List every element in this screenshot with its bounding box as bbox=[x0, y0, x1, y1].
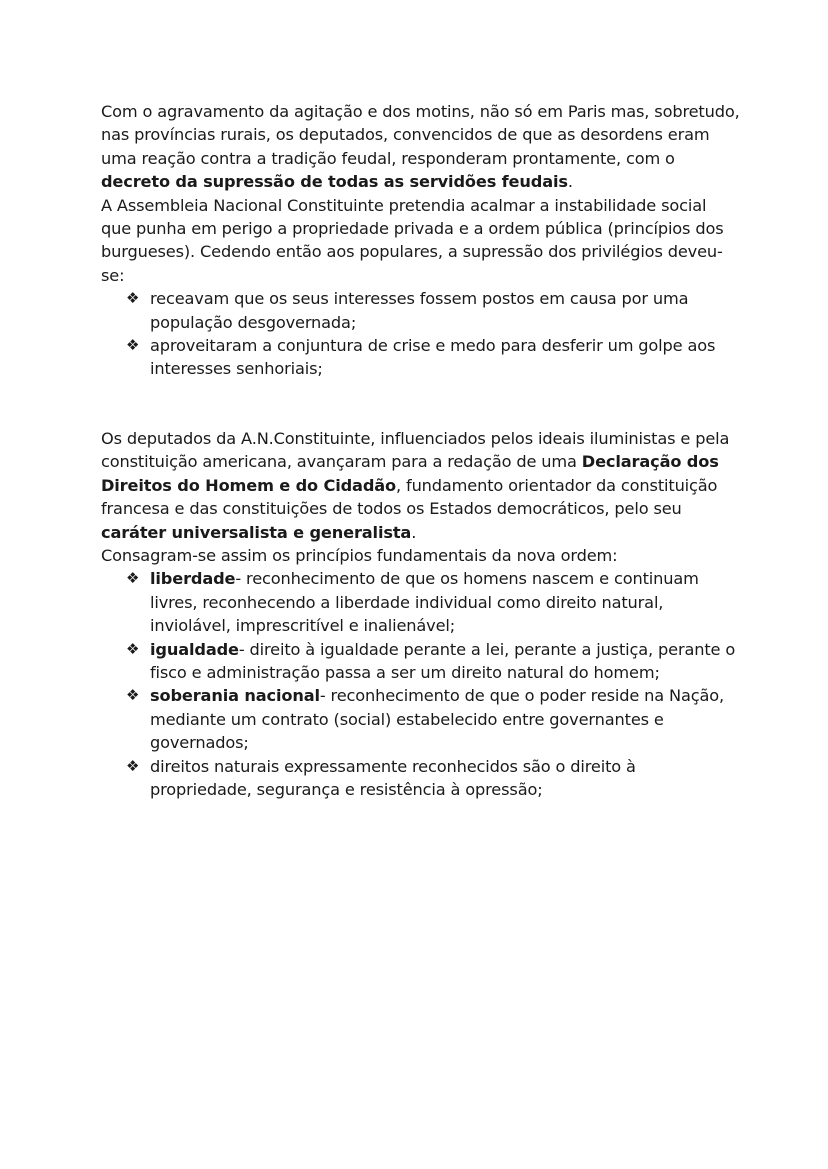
diamond-bullet-icon: ❖ bbox=[126, 639, 140, 658]
list-item-term: soberania nacional bbox=[150, 686, 320, 706]
list-item bbox=[126, 334, 741, 381]
bold-phrase-decree: decreto da supressão de todas as servidões feudais bbox=[101, 172, 568, 192]
diamond-bullet-icon: ❖ bbox=[126, 686, 140, 705]
list-item-text: direitos naturais expressamente reconhecidos são o direito à propriedade, segurança e resistência à opressão; bbox=[150, 756, 636, 799]
list-item-term: liberdade bbox=[150, 569, 236, 589]
list-item-text: - reconhecimento de que os homens nascem e continuam livres, reconhecendo a liberdade individual como direito natural, inviolável, imprescritível e inalienável; bbox=[150, 569, 699, 636]
paragraph-text: Os deputados da A.N.Constituinte, influenciados pelos ideais iluministas e pela constituição americana, avançaram para a redação de uma bbox=[101, 428, 730, 472]
list-item-igualdade bbox=[126, 638, 741, 685]
paragraph-assembly: A Assembleia Nacional Constituinte pretendia acalmar a instabilidade social que punha em perigo a propriedade privada e a ordem pública (princípios dos burgueses). Cedendo então aos populares, a supressão dos privilégios deveu-se: bbox=[101, 195, 724, 285]
paragraph-text: Com o agravamento da agitação e dos motins, não só em Paris mas, sobretudo, nas províncias rurais, os deputados, convencidos de que as desordens eram uma reação contra a tradição feudal, responderam prontamente, com o bbox=[101, 102, 740, 168]
list-item bbox=[126, 287, 741, 334]
section-spacer bbox=[101, 381, 741, 427]
paragraph-feudal-decree bbox=[101, 100, 741, 194]
paragraph-declaration bbox=[101, 427, 741, 544]
diamond-bullet-icon: ❖ bbox=[126, 289, 140, 308]
diamond-bullet-icon: ❖ bbox=[126, 569, 140, 588]
diamond-bullet-icon: ❖ bbox=[126, 756, 140, 775]
list-item-text: aproveitaram a conjuntura de crise e medo para desferir um golpe aos interesses senhoriais; bbox=[150, 336, 716, 379]
list-item-text: - reconhecimento de que o poder reside na Nação, mediante um contrato (social) estabelecido entre governantes e governados; bbox=[150, 686, 725, 753]
document-page bbox=[101, 100, 741, 801]
privileges-bullet-list bbox=[101, 287, 741, 381]
diamond-bullet-icon: ❖ bbox=[126, 336, 140, 355]
paragraph-text: , fundamento orientador da constituição francesa e das constituições de todos os Estados democráticos, pelo seu bbox=[101, 475, 718, 519]
list-item-direitos-naturais bbox=[126, 755, 741, 802]
paragraph-principles-intro: Consagram-se assim os princípios fundamentais da nova ordem: bbox=[101, 545, 618, 565]
paragraph-text: . bbox=[567, 172, 573, 192]
paragraph-text: . bbox=[411, 522, 417, 542]
list-item-term: igualdade bbox=[150, 639, 239, 659]
list-item-text: receavam que os seus interesses fossem postos em causa por uma população desgovernada; bbox=[150, 289, 689, 332]
list-item-liberdade bbox=[126, 567, 741, 637]
principles-bullet-list bbox=[101, 567, 741, 801]
list-item-text: - direito à igualdade perante a lei, perante a justiça, perante o fisco e administração passa a ser um direito natural do homem; bbox=[150, 639, 736, 682]
bold-phrase-declaration: Declaração dos Direitos do Homem e do Cidadão bbox=[101, 452, 719, 495]
list-item-soberania bbox=[126, 684, 741, 754]
bold-phrase-universalist: caráter universalista e generalista bbox=[101, 522, 412, 542]
